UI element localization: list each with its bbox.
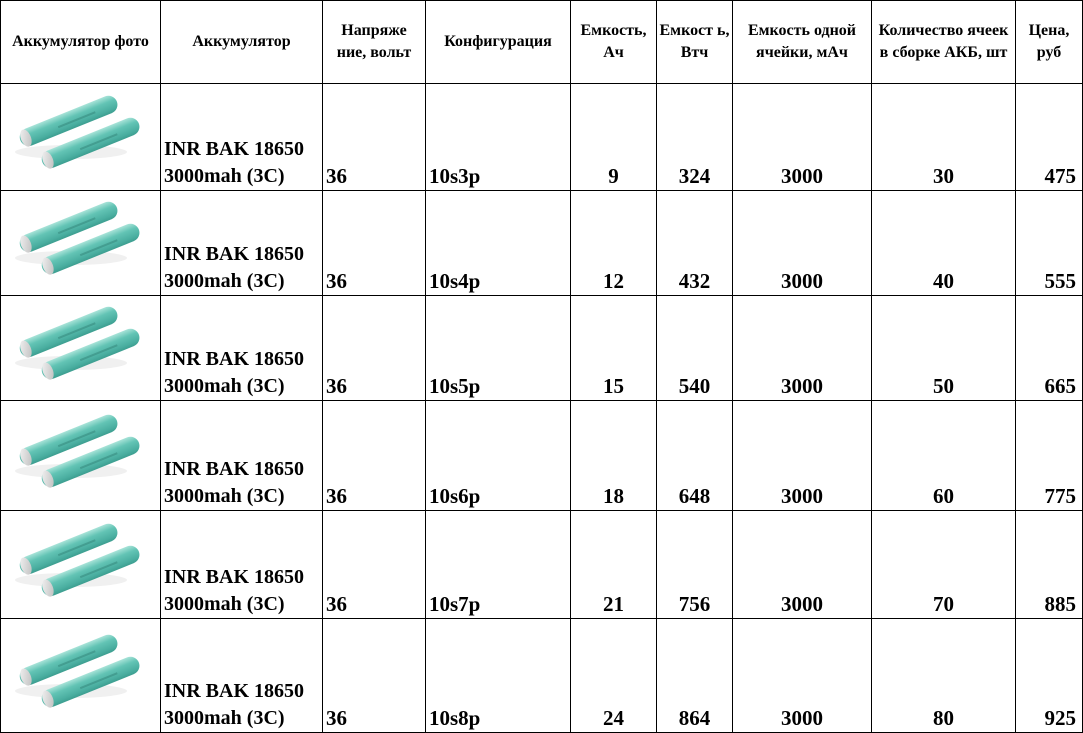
header-cell-capacity: Емкость одной ячейки, мАч: [733, 1, 872, 84]
table-row: [1, 84, 1083, 191]
battery-name-line1: INR BAK 18650: [164, 566, 305, 589]
configuration-value: 10s6p: [426, 401, 571, 511]
battery-name-line1: INR BAK 18650: [164, 138, 305, 161]
header-capacity-ah: Емкость, Ач: [571, 1, 657, 84]
cell-count-value: 50: [872, 296, 1016, 401]
table-row: [1, 511, 1083, 619]
price-value: 775: [1016, 401, 1083, 511]
battery-cells-photo-icon: [9, 198, 149, 288]
capacity-ah-value: 18: [571, 401, 657, 511]
table-row: [1, 401, 1083, 511]
voltage-value: 36: [323, 511, 426, 619]
cell-count-value: 70: [872, 511, 1016, 619]
battery-name-line1: INR BAK 18650: [164, 458, 305, 481]
cell-count-value: 60: [872, 401, 1016, 511]
capacity-ah-value: 24: [571, 619, 657, 733]
configuration-value: 10s7p: [426, 511, 571, 619]
photo-cell: [1, 84, 161, 191]
voltage-value: 36: [323, 84, 426, 191]
battery-name-line2: 3000mah (3С): [164, 484, 285, 507]
capacity-wh-value: 324: [657, 84, 733, 191]
battery-cells-photo-icon: [9, 303, 149, 393]
cell-capacity-value: 3000: [733, 401, 872, 511]
battery-name: [161, 511, 323, 619]
cell-capacity-value: 3000: [733, 296, 872, 401]
price-value: 925: [1016, 619, 1083, 733]
configuration-value: 10s4p: [426, 191, 571, 296]
table-row: [1, 191, 1083, 296]
header-battery: Аккумулятор: [161, 1, 323, 84]
cell-count-value: 40: [872, 191, 1016, 296]
header-capacity-wh: Емкост ь, Втч: [657, 1, 733, 84]
cell-capacity-value: 3000: [733, 191, 872, 296]
battery-name-line2: 3000mah (3С): [164, 592, 285, 615]
capacity-wh-value: 540: [657, 296, 733, 401]
table-row: [1, 619, 1083, 733]
header-photo: Аккумулятор фото: [1, 1, 161, 84]
configuration-value: 10s3p: [426, 84, 571, 191]
battery-name-line2: 3000mah (3С): [164, 269, 285, 292]
price-value: 885: [1016, 511, 1083, 619]
battery-name-line2: 3000mah (3С): [164, 706, 285, 729]
table-row: [1, 296, 1083, 401]
configuration-value: 10s8p: [426, 619, 571, 733]
capacity-wh-value: 756: [657, 511, 733, 619]
photo-cell: [1, 619, 161, 733]
capacity-ah-value: 21: [571, 511, 657, 619]
voltage-value: 36: [323, 401, 426, 511]
cell-count-value: 80: [872, 619, 1016, 733]
battery-name: [161, 84, 323, 191]
capacity-ah-value: 12: [571, 191, 657, 296]
photo-cell: [1, 296, 161, 401]
battery-name: [161, 191, 323, 296]
cell-capacity-value: 3000: [733, 619, 872, 733]
configuration-value: 10s5p: [426, 296, 571, 401]
photo-cell: [1, 191, 161, 296]
photo-cell: [1, 401, 161, 511]
battery-name-line2: 3000mah (3С): [164, 374, 285, 397]
cell-capacity-value: 3000: [733, 84, 872, 191]
header-price: Цена, руб: [1016, 1, 1083, 84]
capacity-ah-value: 9: [571, 84, 657, 191]
cell-count-value: 30: [872, 84, 1016, 191]
capacity-wh-value: 648: [657, 401, 733, 511]
header-configuration: Конфигурация: [426, 1, 571, 84]
battery-name: [161, 296, 323, 401]
price-value: 555: [1016, 191, 1083, 296]
header-voltage: Напряже ние, вольт: [323, 1, 426, 84]
battery-name-line1: INR BAK 18650: [164, 680, 305, 703]
battery-cells-photo-icon: [9, 411, 149, 501]
battery-name-line2: 3000mah (3С): [164, 164, 285, 187]
price-value: 665: [1016, 296, 1083, 401]
battery-name: [161, 619, 323, 733]
header-cell-count: Количество ячеек в сборке АКБ, шт: [872, 1, 1016, 84]
capacity-wh-value: 864: [657, 619, 733, 733]
capacity-wh-value: 432: [657, 191, 733, 296]
battery-cells-photo-icon: [9, 520, 149, 610]
voltage-value: 36: [323, 191, 426, 296]
photo-cell: [1, 511, 161, 619]
table-header-row: [1, 1, 1083, 84]
battery-name-line1: INR BAK 18650: [164, 348, 305, 371]
capacity-ah-value: 15: [571, 296, 657, 401]
battery-cells-photo-icon: [9, 631, 149, 721]
cell-capacity-value: 3000: [733, 511, 872, 619]
battery-cells-photo-icon: [9, 92, 149, 182]
price-value: 475: [1016, 84, 1083, 191]
battery-name: [161, 401, 323, 511]
voltage-value: 36: [323, 619, 426, 733]
battery-name-line1: INR BAK 18650: [164, 243, 305, 266]
voltage-value: 36: [323, 296, 426, 401]
